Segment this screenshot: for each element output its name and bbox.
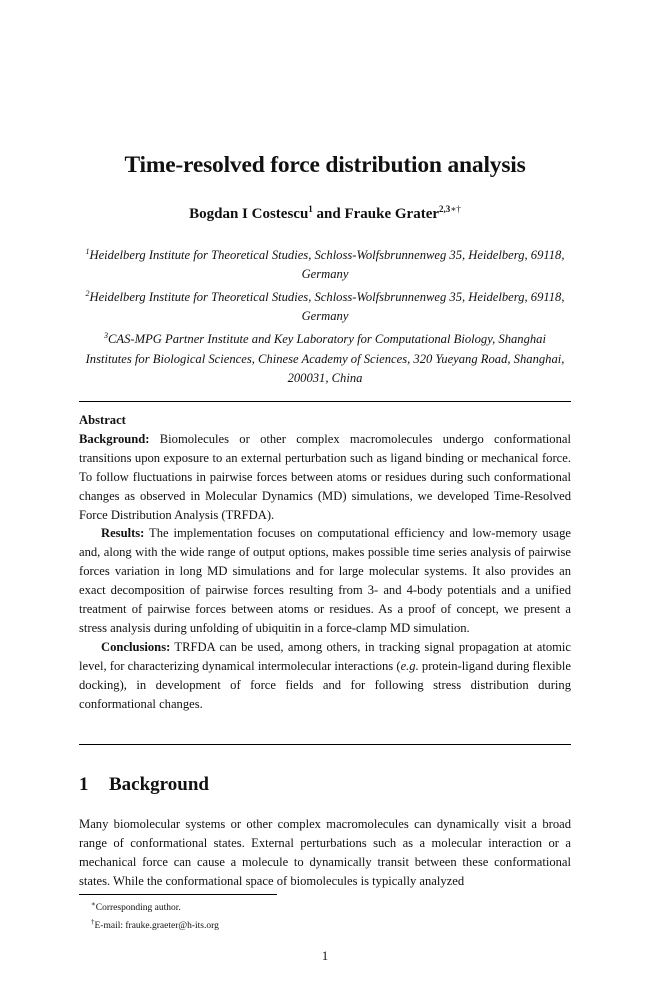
abstract [79,411,571,714]
affiliations [80,242,570,388]
footnote-rule [79,894,277,895]
section-title: Background [109,774,209,795]
abstract-results: Results: The implementation focuses on computational efficiency and low-memory usage and, along with the wide range of output options, makes possible time series analysis of pairwise forces variation in long MD simulations and for large molecular systems. It also provides an exact decomposition of pairwise forces resulting from 3- and 4-body potentials and a unified treatment of pairwise forces between atoms or residues. As a proof of concept, we present a stress analysis during unfolding of ubiquitin in a force-clamp MD simulation. [79,526,571,635]
affiliation: $^2$Heidelberg Institute for Theoretical Studies, Schloss-Wolfsbrunnenweg 35, Heidelberg, 69118, Germany [85,289,565,324]
corresponding-author-marks: ∗† [450,204,461,214]
footnote: ∗Corresponding author. [91,900,181,914]
author-affiliation-mark: 1 [308,204,313,214]
section-number: 1 [79,774,89,795]
abstract-bottom-rule [79,744,571,745]
page-number: 1 [321,949,329,963]
footnotes [91,897,219,933]
abstract-conclusions: Conclusions: TRFDA can be used, among others, in tracking signal propagation at atomic level, for characterizing dynamical intermolecular interactions (e.g. protein-ligand during flexible docking), in development of force fields and for following stress distribution during conformational changes. [79,639,571,711]
author-line [0,204,650,223]
author-affiliation-mark: 2,3∗† [439,204,461,214]
body-paragraph: Many biomolecular systems or other complex macromolecules can dynamically visit a broad range of conformational states. External perturbations such as a molecular interaction or a mechanical force can cause a molecule to dynamically transit between these conformational states. While the conformational space of biomolecules is typically analyzed [79,817,571,888]
affiliation: $^3$CAS-MPG Partner Institute and Key Laboratory for Computational Biology, Shanghai Institutes for Biological Sciences, Chinese Academy of Sciences, 320 Yueyang Road, Shanghai, 200031, China [85,331,565,385]
footnote: †E-mail: frauke.graeter@h-its.org [91,918,219,932]
abstract-heading: Abstract [79,413,126,427]
section-body [79,815,571,891]
section-heading [79,774,209,796]
author-name: Bogdan I Costescu [189,206,309,222]
author-name: Frauke Grater [344,206,440,222]
abstract-background: Background: Biomolecules or other complex macromolecules undergo conformational transitions upon exposure to an external perturbation such as ligand binding or mechanical force. To follow fluctuations in pairwise forces between atoms or residues during such conformational changes as observed in Molecular Dynamics (MD) simulations, we developed Time-Resolved Force Distribution Analysis (TRFDA). [79,431,571,522]
affiliation: $^1$Heidelberg Institute for Theoretical Studies, Schloss-Wolfsbrunnenweg 35, Heidelberg, 69118, Germany [85,247,565,282]
author-conjunction: and [316,206,341,222]
paper-title: Time-resolved force distribution analysis [124,152,526,178]
abstract-top-rule [79,401,571,402]
